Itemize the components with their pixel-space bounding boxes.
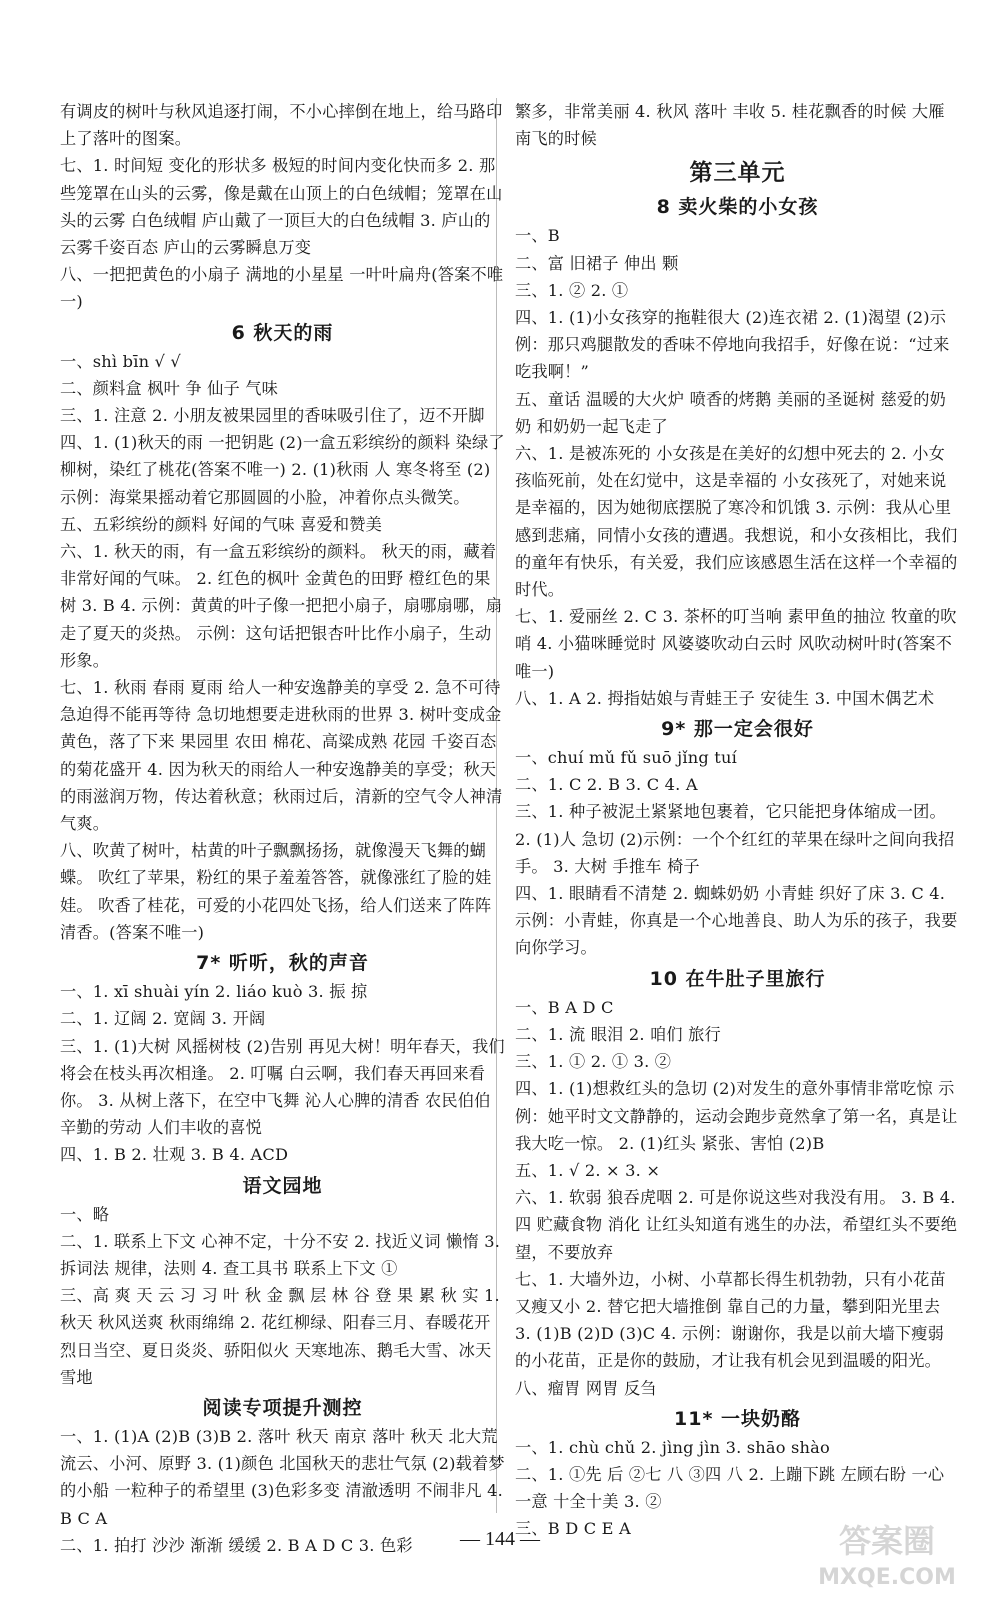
section-heading: 9* 那一定会很好 xyxy=(661,718,814,741)
answer-paragraph: 二、颜料盒 枫叶 争 仙子 气味 xyxy=(60,378,279,398)
answer-paragraph: 六、1. 秋天的雨，有一盒五彩缤纷的颜料。 秋天的雨，藏着非常好闻的气味。 2. 红色的枫叶 金黄色的田野 橙红色的果树 3. B 4. 示例：黄黄的叶子像一把把小扇子，扇哪扇哪，扇走了夏天的炎热。 示例：这句话把银杏叶比作小扇子，生动形象。 xyxy=(60,542,503,670)
answer-paragraph: 三、1. 注意 2. 小朋友被果园里的香味吸引住了，迈不开脚 xyxy=(60,406,485,426)
section-heading: 阅读专项提升测控 xyxy=(202,1396,363,1419)
watermark-text-top: 答案圈 xyxy=(838,1522,936,1560)
section-heading: 11* 一块奶酪 xyxy=(674,1407,801,1430)
left-column xyxy=(60,98,505,1559)
answer-paragraph: 二、1. 拍打 沙沙 渐渐 缓缓 2. B A D C 3. 色彩 xyxy=(60,1535,413,1555)
answer-paragraph: 八、一把把黄色的小扇子 满地的小星星 一叶叶扁舟(答案不唯一) xyxy=(60,265,504,312)
answer-paragraph: 繁多，非常美丽 4. 秋风 落叶 丰收 5. 桂花飘香的时候 大雁南飞的时候 xyxy=(515,102,945,149)
right-column xyxy=(515,98,960,1543)
answer-paragraph: 八、吹黄了树叶，枯黄的叶子飘飘扬扬，就像漫天飞舞的蝴蝶。 吹红了苹果，粉红的果子羞羞答答，就像涨红了脸的娃娃。 吹香了桂花，可爱的小花四处飞扬，给人们送来了阵阵清香。(答案不唯一) xyxy=(60,841,492,942)
answer-paragraph: 四、1. (1)想救红头的急切 (2)对发生的意外事情非常吃惊 示例：她平时文文静静的，运动会跑步竟然拿了第一名，真是让我大吃一惊。 2. (1)红头 紧张、害怕 (2)B xyxy=(515,1079,958,1153)
answer-paragraph: 四、1. (1)小女孩穿的拖鞋很大 (2)连衣裙 2. (1)渴望 (2)示例：那只鸡腿散发的香味不停地向我招手，好像在说：“过来吃我啊！” xyxy=(515,308,950,382)
watermark-logo xyxy=(792,1514,982,1592)
answer-paragraph: 三、B D C E A xyxy=(515,1519,631,1539)
answer-paragraph: 七、1. 秋雨 春雨 夏雨 给人一种安逸静美的享受 2. 急不可待 急迫得不能再等待 急切地想要走进秋雨的世界 3. 树叶变成金黄色，落了下来 果园里 农田 棉花、高粱成熟 花园 千姿百态的菊花盛开 4. 因为秋天的雨给人一种安逸静美的享受；秋天的雨滋润万物，传达着秋意；秋雨过后，清新的空气令人神清气爽。 xyxy=(60,678,503,834)
answer-paragraph: 五、五彩缤纷的颜料 好闻的气味 喜爱和赞美 xyxy=(60,514,383,534)
answer-paragraph: 二、1. 辽阔 2. 宽阔 3. 开阔 xyxy=(60,1009,266,1029)
answer-paragraph: 三、1. ① 2. ① 3. ② xyxy=(515,1052,672,1072)
page-number: — 144 — xyxy=(460,1528,540,1550)
watermark-text-bottom: MXQE.COM xyxy=(818,1565,956,1590)
answer-paragraph: 七、1. 时间短 变化的形状多 极短的时间内变化快而多 2. 那些笼罩在山头的云雾，像是戴在山顶上的白色绒帽；笼罩在山头的云雾 白色绒帽 庐山戴了一顶巨大的白色绒帽 3. 庐山的云雾千姿百态 庐山的云雾瞬息万变 xyxy=(60,156,503,258)
answer-paragraph: 二、1. 流 眼泪 2. 咱们 旅行 xyxy=(515,1024,721,1044)
section-heading: 6 秋天的雨 xyxy=(231,321,334,344)
answer-paragraph: 一、B A D C xyxy=(515,997,614,1017)
answer-paragraph: 四、1. B 2. 壮观 3. B 4. ACD xyxy=(60,1145,289,1165)
answer-paragraph: 一、chuí mǔ fǔ suō jǐng tuí xyxy=(515,748,737,768)
answer-paragraph: 三、1. (1)大树 风摇树枝 (2)告别 再见大树！明年春天，我们将会在枝头再次相逢。 2. 叮嘱 白云啊，我们春天再回来看你。 3. 从树上落下，在空中飞舞 沁人心脾的清香 农民伯伯辛勤的劳动 人们丰收的喜悦 xyxy=(60,1036,505,1138)
answer-paragraph: 八、瘤胃 网胃 反刍 xyxy=(515,1378,657,1398)
answer-paragraph: 六、1. 软弱 狼吞虎咽 2. 可是你说这些对我没有用。 3. B 4. 四 贮藏食物 消化 让红头知道有逃生的办法，希望红头不要绝望，不要放弃 xyxy=(515,1188,958,1262)
answer-paragraph: 一、B xyxy=(515,226,560,246)
section-heading: 语文园地 xyxy=(242,1174,323,1197)
answer-paragraph: 五、童话 温暖的大火炉 喷香的烤鹅 美丽的圣诞树 慈爱的奶奶 和奶奶一起飞走了 xyxy=(515,389,947,436)
answer-paragraph: 四、1. (1)秋天的雨 一把钥匙 (2)一盒五彩缤纷的颜料 染绿了柳树，染红了桃花(答案不唯一) 2. (1)秋雨 人 寒冬将至 (2)示例：海棠果摇动着它那圆圆的小脸，冲着你点头微笑。 xyxy=(60,433,505,507)
answer-paragraph: 一、1. xī shuài yín 2. liáo kuò 3. 振 掠 xyxy=(60,982,368,1002)
answer-paragraph: 二、1. C 2. B 3. C 4. A xyxy=(515,775,698,795)
answer-paragraph: 七、1. 大墙外边，小树、小草都长得生机勃勃，只有小花苗又瘦又小 2. 替它把大墙推倒 靠自己的力量，攀到阳光里去 3. (1)B (2)D (3)C 4. 示例：谢谢你，我是以前大墙下瘦弱的小花苗，正是你的鼓励，才让我有机会见到温暖的阳光。 xyxy=(515,1269,946,1371)
answer-paragraph: 四、1. 眼睛看不清楚 2. 蜘蛛奶奶 小青蛙 织好了床 3. C 4. 示例：小青蛙，你真是一个心地善良、助人为乐的孩子，我要向你学习。 xyxy=(515,884,958,958)
answer-paragraph: 五、1. √ 2. × 3. × xyxy=(515,1160,661,1180)
answer-paragraph: 六、1. 是被冻死的 小女孩是在美好的幻想中死去的 2. 小女孩临死前，处在幻觉中，这是幸福的 小女孩死了，对她来说是幸福的，因为她彻底摆脱了寒冷和饥饿 3. 示例：我从心里感到悲痛，同情小女孩的遭遇。我想说，和小女孩相比，我们的童年有快乐，有关爱，我们应该感恩生活在这样一个幸福的时代。 xyxy=(515,444,958,600)
answer-paragraph: 七、1. 爱丽丝 2. C 3. 茶杯的叮当响 素甲鱼的抽泣 牧童的吹哨 4. 小猫咪睡觉时 风婆婆吹动白云时 风吹动树叶时(答案不唯一) xyxy=(515,607,957,681)
section-heading: 7* 听听，秋的声音 xyxy=(196,952,369,975)
section-heading: 10 在牛肚子里旅行 xyxy=(649,967,826,990)
answer-paragraph: 八、1. A 2. 拇指姑娘与青蛙王子 安徒生 3. 中国木偶艺术 xyxy=(515,688,935,708)
answer-paragraph: 三、1. 种子被泥土紧紧地包裹着，它只能把身体缩成一团。 2. (1)人 急切 (2)示例：一个个红红的苹果在绿叶之间向我招手。 3. 大树 手推车 椅子 xyxy=(515,802,955,876)
section-heading: 8 卖火柴的小女孩 xyxy=(656,196,819,219)
answer-paragraph: 三、1. ② 2. ① xyxy=(515,280,629,300)
answer-paragraph: 二、富 旧裙子 伸出 颗 xyxy=(515,253,679,273)
answer-paragraph: 一、shì bīn √ √ xyxy=(60,351,181,371)
answer-paragraph: 一、1. (1)A (2)B (3)B 2. 落叶 秋天 南京 落叶 秋天 北大荒 流云、小河、原野 3. (1)颜色 北国秋天的悲壮气氛 (2)载着梦的小船 一粒种子的希望里 (3)色彩多变 清澈透明 不闹非凡 4. B C A xyxy=(60,1426,505,1528)
answer-paragraph: 三、高 爽 天 云 习 习 叶 秋 金 飘 层 林 谷 登 果 累 秋 实 1. 秋天 秋风送爽 秋雨绵绵 2. 花红柳绿、阳春三月、春暖花开 烈日当空、夏日炎炎、骄阳似火 天寒地冻、鹅毛大雪、冰天雪地 xyxy=(60,1286,500,1387)
answer-paragraph: 二、1. 联系上下文 心神不定，十分不安 2. 找近义词 懒惰 3. 拆词法 规律，法则 4. 查工具书 联系上下文 ① xyxy=(60,1231,501,1278)
answer-paragraph: 一、1. chù chǔ 2. jìng jìn 3. shāo shào xyxy=(515,1437,830,1457)
answer-paragraph: 一、略 xyxy=(60,1204,110,1224)
answer-paragraph: 二、1. ①先 后 ②七 八 ③四 八 2. 上蹦下跳 左顾右盼 一心一意 十全十美 3. ② xyxy=(515,1464,945,1512)
answer-paragraph: 有调皮的树叶与秋风追逐打闹，不小心摔倒在地上，给马路印上了落叶的图案。 xyxy=(60,102,503,149)
section-heading: 第三单元 xyxy=(689,160,786,187)
